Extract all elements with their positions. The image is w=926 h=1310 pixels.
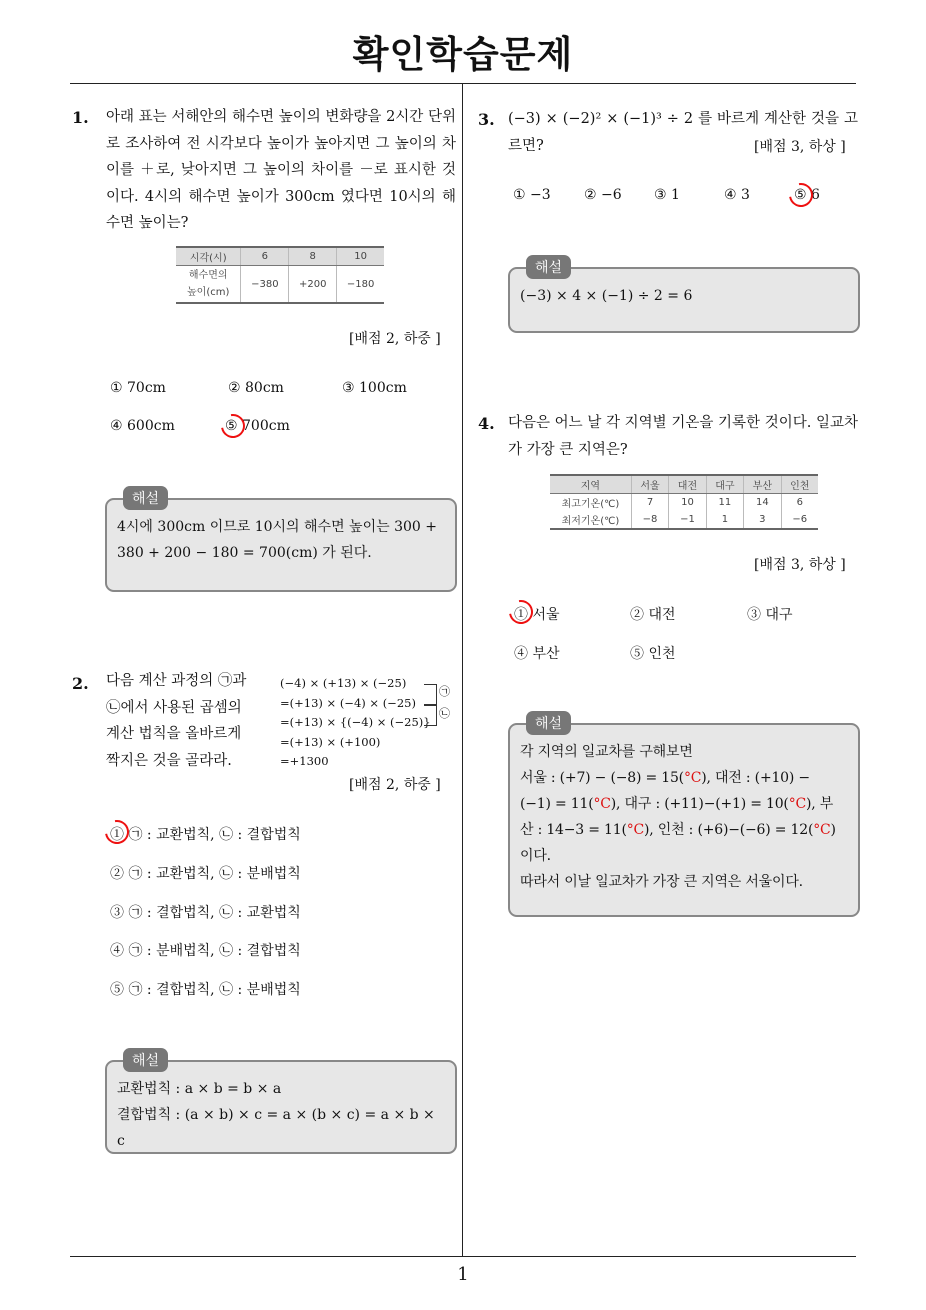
q4-table-cell: 1	[706, 511, 743, 529]
q4-table-cell: 11	[706, 494, 743, 512]
q2-step-mark-1: ㉠	[439, 685, 450, 698]
q3-option-5[interactable]: ⑤ 6	[794, 187, 820, 203]
q4-table-cell: 최저기온(℃)	[561, 516, 620, 527]
q1-table-row-label: 해수면의 높이(cm)	[187, 270, 230, 298]
q4-option-2[interactable]: ② 대전	[630, 607, 676, 623]
top-rule	[70, 83, 856, 84]
page-number: 1	[457, 1264, 469, 1285]
q4-solution-box	[508, 716, 860, 917]
q1-table-cell: +200	[289, 266, 337, 304]
q1-answer-mark-icon	[216, 409, 249, 442]
q4-number: 4.	[478, 414, 495, 433]
q1-option-2[interactable]: ② 80cm	[228, 380, 284, 396]
q3-option-3[interactable]: ③ 1	[654, 187, 680, 203]
q4-table-cell: −6	[781, 511, 818, 529]
q3-solution-label: 해설	[526, 255, 571, 279]
q2-number: 2.	[72, 674, 89, 693]
q1-option-3[interactable]: ③ 100cm	[342, 380, 407, 396]
q2-score: [배점 2, 하중 ]	[349, 777, 441, 793]
q2-option-3[interactable]: ③ ㉠ : 결합법칙, ㉡ : 교환법칙	[110, 905, 301, 921]
column-divider	[462, 84, 463, 1256]
q2-solution-box	[105, 1053, 457, 1154]
q2-bracket-2	[424, 704, 437, 726]
q4-solution-label: 해설	[526, 711, 571, 735]
q1-option-5[interactable]: ⑤ 700cm	[225, 418, 290, 434]
q2-solution-label: 해설	[123, 1048, 168, 1072]
q1-table-header: 8	[289, 247, 337, 266]
q4-table-header: 지역	[550, 475, 631, 494]
q2-option-5[interactable]: ⑤ ㉠ : 결합법칙, ㉡ : 분배법칙	[110, 982, 301, 998]
q4-table-header: 인천	[781, 475, 818, 494]
q1-table	[176, 246, 384, 304]
bottom-rule	[70, 1256, 856, 1257]
q4-table-cell: 6	[781, 494, 818, 512]
q4-score: [배점 3, 하상 ]	[754, 557, 846, 573]
q1-number: 1.	[72, 108, 89, 127]
q1-solution-box	[105, 491, 457, 592]
q1-option-4[interactable]: ④ 600cm	[110, 418, 175, 434]
q2-option-2[interactable]: ② ㉠ : 교환법칙, ㉡ : 분배법칙	[110, 866, 301, 882]
q4-table-cell: −1	[669, 511, 706, 529]
q3-solution-box	[508, 260, 860, 333]
q4-table-header: 대전	[669, 475, 706, 494]
q4-option-5[interactable]: ⑤ 인천	[630, 646, 676, 662]
q1-solution-text: 4시에 300cm 이므로 10시의 해수면 높이는 300 + 380 + 200 − 180 = 700(cm) 가 된다.	[117, 519, 437, 561]
q3-answer-mark-icon	[784, 178, 817, 211]
q4-table-cell: 7	[631, 494, 668, 512]
q3-text: (−3) × (−2)² × (−1)³ ÷ 2 를 바르게 계산한 것을 고르면?	[508, 111, 858, 154]
q2-option-4[interactable]: ④ ㉠ : 분배법칙, ㉡ : 결합법칙	[110, 943, 301, 959]
q4-table-cell: 10	[669, 494, 706, 512]
q2-solution-text: 교환법칙 : a × b = b × a 결합법칙 : (a × b) × c = a × (b × c) = a × b × c	[117, 1081, 435, 1149]
q4-table	[550, 474, 818, 530]
q1-text: 아래 표는 서해안의 해수면 높이의 변화량을 2시간 단위로 조사하여 전 시각보다 높이가 높아지면 그 높이의 차이를 ＋로, 낮아지면 그 높이의 차이를 －로 표시한 것이다. 4시의 해수면 높이가 300cm 였다면 10시의 해수면 높이는?	[106, 109, 456, 231]
q3-option-1[interactable]: ① −3	[513, 187, 551, 203]
q3-option-2[interactable]: ② −6	[584, 187, 622, 203]
q4-option-4[interactable]: ④ 부산	[514, 646, 560, 662]
q1-solution-label: 해설	[123, 486, 168, 510]
q2-step-mark-2: ㉡	[439, 707, 450, 720]
q3-option-4[interactable]: ④ 3	[724, 187, 750, 203]
q1-table-cell: −380	[241, 266, 289, 304]
q3-solution-text: (−3) × 4 × (−1) ÷ 2 = 6	[520, 288, 693, 304]
q4-table-cell: 최고기온(℃)	[561, 499, 620, 510]
q3-score: [배점 3, 하상 ]	[754, 139, 846, 155]
q4-table-cell: 3	[744, 511, 781, 529]
q2-text: 다음 계산 과정의 ㉠과 ㉡에서 사용된 곱셈의 계산 법칙을 올바르게 짝지은 것을 골라라.	[106, 673, 247, 769]
page-title: 확인학습문제	[352, 33, 574, 76]
q1-score: [배점 2, 하중 ]	[349, 331, 441, 347]
q2-calculation-steps: (−4) × (+13) × (−25) =(+13) × (−4) × (−25) =(+13) × {(−4) × (−25)} =(+13) × (+100) =+1300	[280, 676, 431, 768]
q1-table-header: 10	[337, 247, 384, 266]
q4-table-header: 대구	[706, 475, 743, 494]
q2-bracket-1	[424, 684, 437, 706]
q3-number: 3.	[478, 110, 495, 129]
q4-table-cell: −8	[631, 511, 668, 529]
q1-table-header: 6	[241, 247, 289, 266]
q4-solution-text: 각 지역의 일교차를 구해보면 서울 : (+7) − (−8) = 15(°C), 대전 : (+10) − (−1) = 11(°C), 대구 : (+11)−(+1) = 10(°C), 부 산 : 14−3 = 11(°C), 인천 : (+6)−(−6) = 12(°C) 이다. 따라서 이날 일교차가 가장 큰 지역은 서울이다.	[520, 744, 836, 890]
q1-table-header: 시각(시)	[176, 247, 241, 266]
q4-option-3[interactable]: ③ 대구	[747, 607, 793, 623]
q1-table-cell: −180	[337, 266, 384, 304]
q4-text: 다음은 어느 날 각 지역별 기온을 기록한 것이다. 일교차가 가장 큰 지역은?	[508, 415, 858, 458]
q4-option-1[interactable]: ① 서울	[514, 607, 560, 623]
q4-table-header: 서울	[631, 475, 668, 494]
q4-table-header: 부산	[744, 475, 781, 494]
q2-option-1[interactable]: ① ㉠ : 교환법칙, ㉡ : 결합법칙	[110, 827, 301, 843]
q4-table-cell: 14	[744, 494, 781, 512]
q1-option-1[interactable]: ① 70cm	[110, 380, 166, 396]
